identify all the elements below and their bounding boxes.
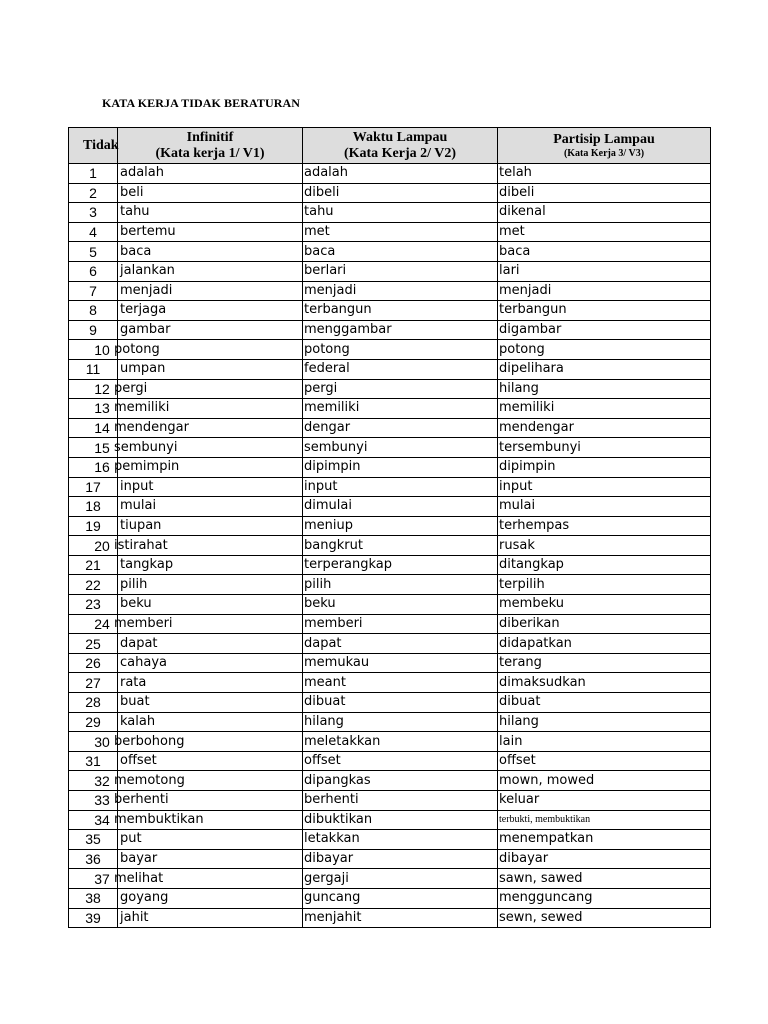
verb-past-tense: letakkan bbox=[303, 830, 498, 850]
verb-past-tense: offset bbox=[303, 751, 498, 771]
row-number: 6 bbox=[69, 261, 118, 281]
verb-past-participle: digambar bbox=[498, 320, 711, 340]
verb-infinitive: kalah bbox=[118, 712, 303, 732]
row-number: 21 bbox=[69, 555, 118, 575]
verb-infinitive: bayar bbox=[118, 849, 303, 869]
row-number: 20 bbox=[69, 536, 118, 556]
table-row bbox=[69, 418, 711, 438]
verb-infinitive: berbohong bbox=[118, 732, 303, 752]
header-v3-subtitle: (Kata Kerja 3/ V3) bbox=[563, 147, 645, 159]
table-row bbox=[69, 183, 711, 203]
verb-infinitive: membuktikan bbox=[118, 810, 303, 830]
row-number: 3 bbox=[69, 203, 118, 223]
table-row bbox=[69, 771, 711, 791]
table-row bbox=[69, 614, 711, 634]
verb-past-tense: menjadi bbox=[303, 281, 498, 301]
verb-past-tense: potong bbox=[303, 340, 498, 360]
table-row bbox=[69, 575, 711, 595]
table-row bbox=[69, 595, 711, 615]
verb-infinitive: bertemu bbox=[118, 222, 303, 242]
verb-infinitive: istirahat bbox=[118, 536, 303, 556]
verb-infinitive: input bbox=[118, 477, 303, 497]
row-number: 26 bbox=[69, 653, 118, 673]
row-number: 16 bbox=[69, 457, 118, 477]
verb-past-participle: hilang bbox=[498, 712, 711, 732]
verb-past-tense: dengar bbox=[303, 418, 498, 438]
verb-infinitive: potong bbox=[118, 340, 303, 360]
table-row bbox=[69, 477, 711, 497]
row-number: 35 bbox=[69, 830, 118, 850]
table-row bbox=[69, 320, 711, 340]
verb-infinitive: mendengar bbox=[118, 418, 303, 438]
table-row bbox=[69, 751, 711, 771]
table-row bbox=[69, 849, 711, 869]
verb-past-tense: gergaji bbox=[303, 869, 498, 889]
verb-past-participle: memiliki bbox=[498, 399, 711, 419]
verb-infinitive: jalankan bbox=[118, 261, 303, 281]
verb-infinitive: put bbox=[118, 830, 303, 850]
verb-infinitive: pilih bbox=[118, 575, 303, 595]
verb-past-participle: diberikan bbox=[498, 614, 711, 634]
verb-past-tense: federal bbox=[303, 359, 498, 379]
verb-past-tense: met bbox=[303, 222, 498, 242]
verb-past-tense: pilih bbox=[303, 575, 498, 595]
row-number: 34 bbox=[69, 810, 118, 830]
row-number: 18 bbox=[69, 497, 118, 517]
document-title: KATA KERJA TIDAK BERATURAN bbox=[102, 96, 301, 110]
verb-past-participle: potong bbox=[498, 340, 711, 360]
row-number: 29 bbox=[69, 712, 118, 732]
table-row bbox=[69, 555, 711, 575]
table-row bbox=[69, 908, 711, 928]
verb-past-tense: bangkrut bbox=[303, 536, 498, 556]
verb-infinitive: cahaya bbox=[118, 653, 303, 673]
verb-infinitive: jahit bbox=[118, 908, 303, 928]
table-row bbox=[69, 222, 711, 242]
verb-past-participle: mulai bbox=[498, 497, 711, 517]
verb-past-tense: menjahit bbox=[303, 908, 498, 928]
verb-past-tense: dibayar bbox=[303, 849, 498, 869]
verb-past-tense: terperangkap bbox=[303, 555, 498, 575]
table-row bbox=[69, 888, 711, 908]
verb-past-tense: berlari bbox=[303, 261, 498, 281]
row-number: 12 bbox=[69, 379, 118, 399]
table-row bbox=[69, 340, 711, 360]
table-row bbox=[69, 634, 711, 654]
table-row bbox=[69, 457, 711, 477]
verb-past-tense: baca bbox=[303, 242, 498, 262]
table-row bbox=[69, 810, 711, 830]
verb-past-tense: dibeli bbox=[303, 183, 498, 203]
row-number: 7 bbox=[69, 281, 118, 301]
verb-past-tense: meletakkan bbox=[303, 732, 498, 752]
verb-infinitive: memiliki bbox=[118, 399, 303, 419]
verb-past-participle: ditangkap bbox=[498, 555, 711, 575]
verb-infinitive: umpan bbox=[118, 359, 303, 379]
table-row bbox=[69, 203, 711, 223]
table-row bbox=[69, 301, 711, 321]
table-row bbox=[69, 379, 711, 399]
table-row bbox=[69, 653, 711, 673]
table-row bbox=[69, 536, 711, 556]
row-number: 22 bbox=[69, 575, 118, 595]
verb-past-participle: telah bbox=[498, 164, 711, 184]
verb-past-participle: tersembunyi bbox=[498, 438, 711, 458]
verb-past-participle: menempatkan bbox=[498, 830, 711, 850]
row-number: 31 bbox=[69, 751, 118, 771]
verb-infinitive: tahu bbox=[118, 203, 303, 223]
verb-past-participle: terhempas bbox=[498, 516, 711, 536]
table-row bbox=[69, 242, 711, 262]
verb-past-tense: memberi bbox=[303, 614, 498, 634]
row-number: 9 bbox=[69, 320, 118, 340]
row-number: 23 bbox=[69, 595, 118, 615]
header-v3-title: Partisip Lampau bbox=[553, 131, 655, 147]
verb-past-tense: terbangun bbox=[303, 301, 498, 321]
verb-past-participle: didapatkan bbox=[498, 634, 711, 654]
row-number: 33 bbox=[69, 791, 118, 811]
verb-past-participle: mown, mowed bbox=[498, 771, 711, 791]
row-number: 19 bbox=[69, 516, 118, 536]
verb-past-tense: adalah bbox=[303, 164, 498, 184]
table-row bbox=[69, 516, 711, 536]
verb-past-tense: dibuat bbox=[303, 693, 498, 713]
row-number: 37 bbox=[69, 869, 118, 889]
verb-infinitive: menjadi bbox=[118, 281, 303, 301]
verb-past-tense: meniup bbox=[303, 516, 498, 536]
verb-past-participle: baca bbox=[498, 242, 711, 262]
verb-infinitive: pemimpin bbox=[118, 457, 303, 477]
row-number: 11 bbox=[69, 359, 118, 379]
verb-past-participle: offset bbox=[498, 751, 711, 771]
table-row bbox=[69, 438, 711, 458]
verb-past-tense: hilang bbox=[303, 712, 498, 732]
header-v2 bbox=[303, 128, 498, 164]
verb-past-participle: dipelihara bbox=[498, 359, 711, 379]
verb-infinitive: sembunyi bbox=[118, 438, 303, 458]
verb-infinitive: rata bbox=[118, 673, 303, 693]
row-number: 15 bbox=[69, 438, 118, 458]
verb-past-tense: pergi bbox=[303, 379, 498, 399]
row-number: 10 bbox=[69, 340, 118, 360]
table-row bbox=[69, 869, 711, 889]
verb-infinitive: tiupan bbox=[118, 516, 303, 536]
row-number: 38 bbox=[69, 888, 118, 908]
row-number: 32 bbox=[69, 771, 118, 791]
table-row bbox=[69, 261, 711, 281]
verb-past-participle: dibuat bbox=[498, 693, 711, 713]
verb-past-tense: dipangkas bbox=[303, 771, 498, 791]
verb-infinitive: mulai bbox=[118, 497, 303, 517]
verb-past-participle: terbangun bbox=[498, 301, 711, 321]
row-number: 25 bbox=[69, 634, 118, 654]
table-header-row bbox=[69, 128, 711, 164]
verb-infinitive: tangkap bbox=[118, 555, 303, 575]
verb-past-participle: terang bbox=[498, 653, 711, 673]
verb-past-tense: dipimpin bbox=[303, 457, 498, 477]
row-number: 1 bbox=[69, 164, 118, 184]
table-row bbox=[69, 281, 711, 301]
table-row bbox=[69, 164, 711, 184]
verb-infinitive: dapat bbox=[118, 634, 303, 654]
verb-infinitive: offset bbox=[118, 751, 303, 771]
verb-past-tense: memukau bbox=[303, 653, 498, 673]
verb-infinitive: adalah bbox=[118, 164, 303, 184]
verb-past-participle: rusak bbox=[498, 536, 711, 556]
row-number: 2 bbox=[69, 183, 118, 203]
verb-past-participle: terbukti, membuktikan bbox=[498, 810, 711, 830]
row-number: 36 bbox=[69, 849, 118, 869]
verb-infinitive: beli bbox=[118, 183, 303, 203]
row-number: 39 bbox=[69, 908, 118, 928]
verb-past-participle: input bbox=[498, 477, 711, 497]
verb-past-tense: berhenti bbox=[303, 791, 498, 811]
verb-infinitive: pergi bbox=[118, 379, 303, 399]
verb-past-participle: terpilih bbox=[498, 575, 711, 595]
verb-past-tense: beku bbox=[303, 595, 498, 615]
verb-infinitive: terjaga bbox=[118, 301, 303, 321]
verb-infinitive: memberi bbox=[118, 614, 303, 634]
verb-past-tense: input bbox=[303, 477, 498, 497]
header-v2-title: Waktu Lampau bbox=[352, 129, 448, 145]
row-number: 27 bbox=[69, 673, 118, 693]
header-v1-subtitle: (Kata kerja 1/ V1) bbox=[155, 145, 265, 161]
header-v1-title: Infinitif bbox=[186, 129, 234, 145]
verb-past-participle: sawn, sawed bbox=[498, 869, 711, 889]
verb-past-tense: dapat bbox=[303, 634, 498, 654]
table-row bbox=[69, 359, 711, 379]
table-body bbox=[69, 164, 711, 928]
verb-past-participle: lari bbox=[498, 261, 711, 281]
verb-past-participle: dibayar bbox=[498, 849, 711, 869]
table-row bbox=[69, 497, 711, 517]
row-number: 30 bbox=[69, 732, 118, 752]
verb-past-participle: dimaksudkan bbox=[498, 673, 711, 693]
row-number: 14 bbox=[69, 418, 118, 438]
verb-past-tense: meant bbox=[303, 673, 498, 693]
verb-infinitive: melihat bbox=[118, 869, 303, 889]
verb-infinitive: beku bbox=[118, 595, 303, 615]
verb-past-participle: hilang bbox=[498, 379, 711, 399]
verb-past-tense: tahu bbox=[303, 203, 498, 223]
table-row bbox=[69, 830, 711, 850]
verb-past-participle: dibeli bbox=[498, 183, 711, 203]
row-number: 13 bbox=[69, 399, 118, 419]
verb-past-tense: dimulai bbox=[303, 497, 498, 517]
verb-infinitive: baca bbox=[118, 242, 303, 262]
row-number: 4 bbox=[69, 222, 118, 242]
row-number: 24 bbox=[69, 614, 118, 634]
verb-past-participle: dipimpin bbox=[498, 457, 711, 477]
verb-infinitive: memotong bbox=[118, 771, 303, 791]
table-row bbox=[69, 791, 711, 811]
verb-past-participle: met bbox=[498, 222, 711, 242]
header-v2-subtitle: (Kata Kerja 2/ V2) bbox=[343, 145, 457, 161]
verb-past-participle: menjadi bbox=[498, 281, 711, 301]
verb-infinitive: goyang bbox=[118, 888, 303, 908]
row-number: 28 bbox=[69, 693, 118, 713]
table-row bbox=[69, 399, 711, 419]
verb-infinitive: gambar bbox=[118, 320, 303, 340]
irregular-verbs-table bbox=[68, 127, 711, 928]
verb-past-participle: sewn, sewed bbox=[498, 908, 711, 928]
header-v3 bbox=[498, 128, 711, 164]
verb-past-tense: dibuktikan bbox=[303, 810, 498, 830]
header-number: Tidak bbox=[69, 128, 118, 164]
verb-past-tense: menggambar bbox=[303, 320, 498, 340]
header-v1 bbox=[118, 128, 303, 164]
verb-past-tense: memiliki bbox=[303, 399, 498, 419]
verb-past-tense: sembunyi bbox=[303, 438, 498, 458]
row-number: 17 bbox=[69, 477, 118, 497]
table-row bbox=[69, 732, 711, 752]
table-row bbox=[69, 673, 711, 693]
verb-past-participle: dikenal bbox=[498, 203, 711, 223]
row-number: 5 bbox=[69, 242, 118, 262]
table-row bbox=[69, 712, 711, 732]
verb-past-participle: membeku bbox=[498, 595, 711, 615]
row-number: 8 bbox=[69, 301, 118, 321]
verb-infinitive: buat bbox=[118, 693, 303, 713]
verb-past-participle: keluar bbox=[498, 791, 711, 811]
verb-past-tense: guncang bbox=[303, 888, 498, 908]
verb-past-participle: mendengar bbox=[498, 418, 711, 438]
verb-past-participle: mengguncang bbox=[498, 888, 711, 908]
verb-past-participle: lain bbox=[498, 732, 711, 752]
table-row bbox=[69, 693, 711, 713]
verb-infinitive: berhenti bbox=[118, 791, 303, 811]
